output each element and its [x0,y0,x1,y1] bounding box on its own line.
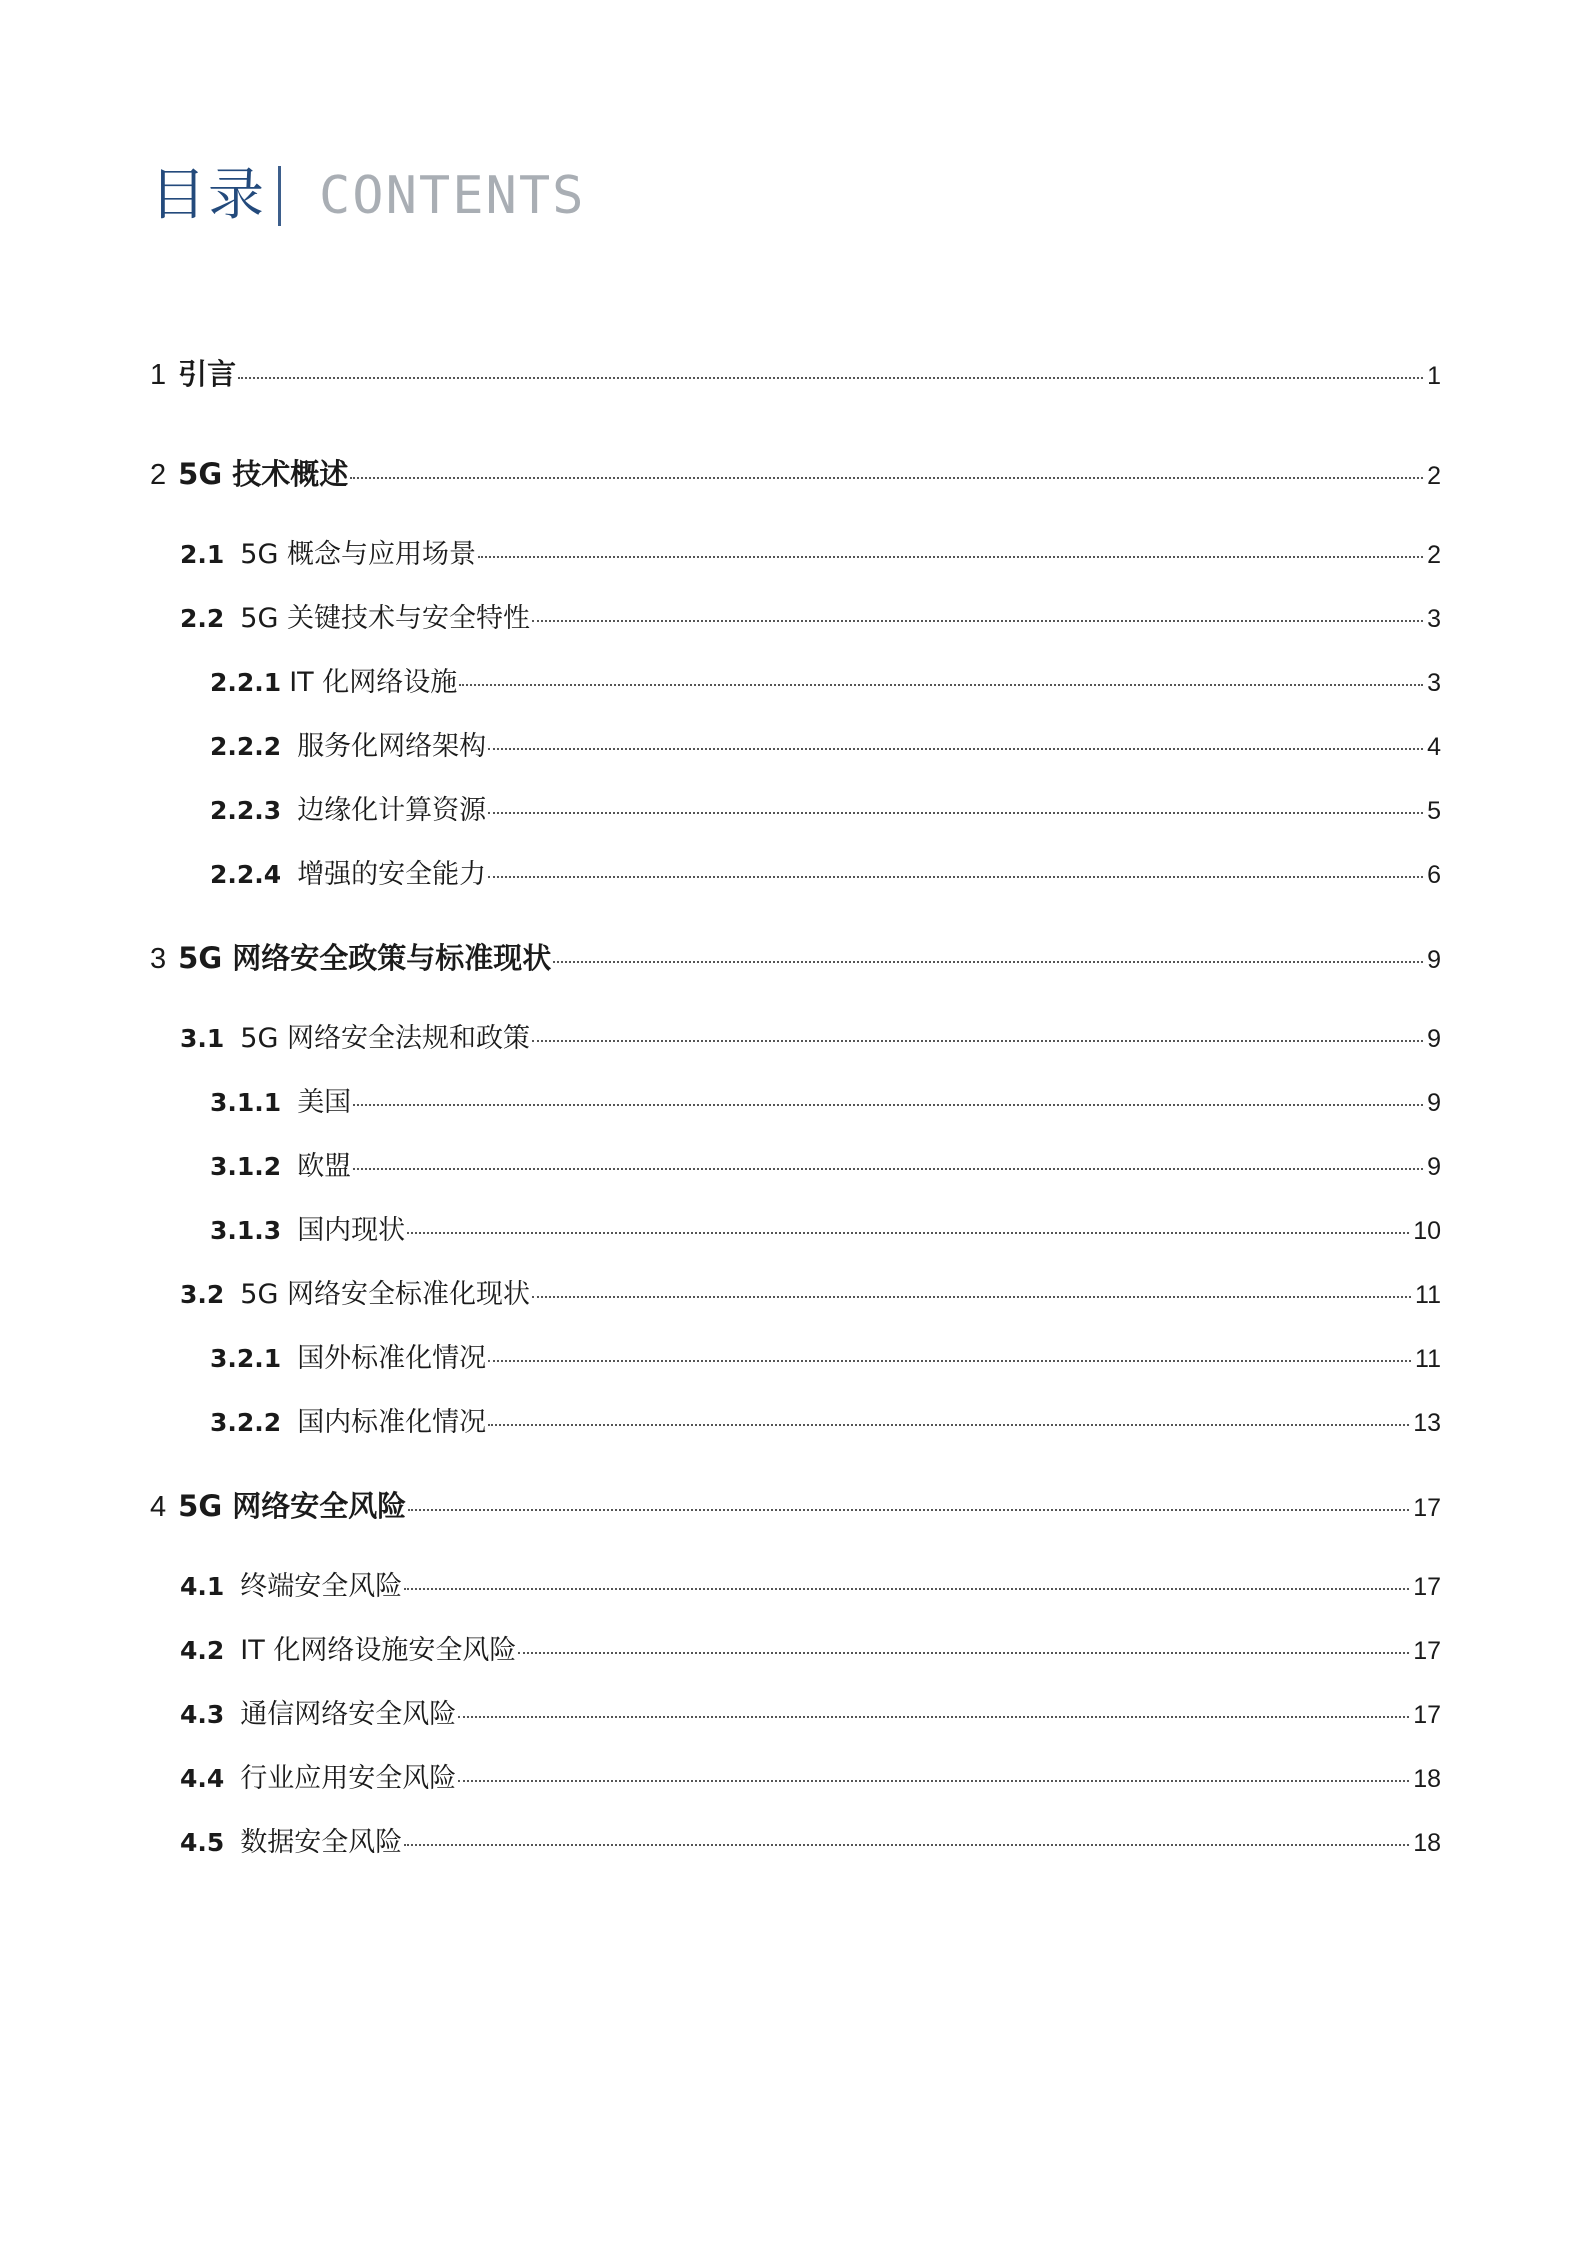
toc-number: 3.1 [180,1024,225,1053]
toc-title: 引言 [178,357,237,391]
toc-title: 增强的安全能力 [297,859,487,890]
toc-number: 4.4 [180,1764,225,1793]
toc-leader [532,1296,1411,1298]
toc-entry-2-1[interactable] [180,539,1441,571]
toc-number: 4.5 [180,1828,225,1857]
toc-title: 5G 网络安全政策与标准现状 [178,941,552,975]
toc-page-number: 17 [1413,1637,1441,1665]
toc-leader [238,377,1423,379]
toc-entry-3-1-2[interactable] [210,1151,1441,1183]
toc-page-number: 10 [1413,1217,1441,1245]
toc-entry-3-2-2[interactable] [210,1407,1441,1439]
toc-leader [532,620,1423,622]
toc-number: 2 [150,459,167,491]
toc-page-number: 9 [1427,946,1441,974]
toc-title: 国内现状 [297,1215,406,1246]
toc-title: 国外标准化情况 [297,1343,487,1374]
toc-entry-4[interactable] [150,1489,1441,1525]
toc-page-number: 17 [1413,1573,1441,1601]
toc-page-number: 18 [1413,1765,1441,1793]
toc-entry-3-1-3[interactable] [210,1215,1441,1247]
toc-title: 5G 关键技术与安全特性 [240,603,530,634]
toc-leader [350,477,1423,479]
toc-page-number: 2 [1427,462,1441,490]
toc-page-number: 18 [1413,1829,1441,1857]
toc-title: 边缘化计算资源 [297,795,487,826]
toc-title: 数据安全风险 [240,1827,403,1858]
toc-title: 国内标准化情况 [297,1407,487,1438]
toc-leader [488,748,1423,750]
toc-number: 3.2.2 [210,1408,282,1437]
toc-leader [459,684,1423,686]
toc-page-number: 17 [1413,1494,1441,1522]
toc-number: 3.1.2 [210,1152,282,1181]
toc-number: 4.1 [180,1572,225,1601]
toc-title: 5G 网络安全标准化现状 [240,1279,530,1310]
toc-page-number: 6 [1427,861,1441,889]
toc-leader [553,961,1423,963]
toc-entry-4-4[interactable] [180,1763,1441,1795]
toc-leader [532,1040,1423,1042]
toc-page-number: 9 [1427,1153,1441,1181]
toc-leader [518,1652,1409,1654]
toc-leader [478,556,1423,558]
toc-page-number: 5 [1427,797,1441,825]
toc-entry-2-2-4[interactable] [210,859,1441,891]
page-subtitle: CONTENTS [319,166,586,226]
toc-entry-1[interactable] [150,357,1441,393]
toc-title: 5G 概念与应用场景 [240,539,476,570]
toc-title: 服务化网络架构 [297,731,487,762]
toc-title: 终端安全风险 [240,1571,403,1602]
toc-page-number: 1 [1427,362,1441,390]
toc-number: 2.2 [180,604,225,633]
toc-number: 3.1.1 [210,1088,282,1117]
toc-number: 2.2.2 [210,732,282,761]
toc-entry-4-5[interactable] [180,1827,1441,1859]
toc-page-number: 2 [1427,541,1441,569]
toc-entry-3-2-1[interactable] [210,1343,1441,1375]
toc-entry-3-2[interactable] [180,1279,1441,1311]
toc-number: 2.2.1 [210,668,282,697]
toc-leader [353,1168,1423,1170]
toc-page-number: 13 [1413,1409,1441,1437]
toc-entry-2-2-2[interactable] [210,731,1441,763]
toc-number: 3.2.1 [210,1344,282,1373]
toc-title: 5G 技术概述 [178,457,349,491]
page-title: 目录 [150,163,266,228]
toc-entry-2-2-3[interactable] [210,795,1441,827]
toc-leader [404,1588,1409,1590]
toc-leader [404,1844,1409,1846]
toc-leader [488,1360,1411,1362]
toc-leader [407,1232,1409,1234]
toc-number: 2.2.3 [210,796,282,825]
toc-page-number: 11 [1415,1281,1441,1309]
toc-number: 4.3 [180,1700,225,1729]
toc-title: IT 化网络设施 [289,667,458,698]
toc-number: 1 [150,359,167,391]
toc-page-number: 3 [1427,669,1441,697]
toc-page-number: 4 [1427,733,1441,761]
toc-entry-2-2[interactable] [180,603,1441,635]
toc-entry-2-2-1[interactable] [210,667,1441,699]
toc-leader [458,1780,1409,1782]
toc-entry-4-2[interactable] [180,1635,1441,1667]
toc-entry-3-1[interactable] [180,1023,1441,1055]
toc-title: 欧盟 [297,1151,352,1182]
toc-number: 3.1.3 [210,1216,282,1245]
toc-leader [488,812,1423,814]
toc-title: 5G 网络安全风险 [178,1489,407,1523]
toc-page-number: 9 [1427,1025,1441,1053]
toc-title: IT 化网络设施安全风险 [240,1635,517,1666]
toc-page-number: 11 [1415,1345,1441,1373]
toc-entry-3[interactable] [150,941,1441,977]
toc-title: 5G 网络安全法规和政策 [240,1023,530,1054]
toc-number: 4.2 [180,1636,225,1665]
toc-leader [458,1716,1409,1718]
toc-entry-2[interactable] [150,457,1441,493]
toc-title: 通信网络安全风险 [240,1699,457,1730]
toc-number: 2.1 [180,540,225,569]
toc-page-number: 9 [1427,1089,1441,1117]
toc-number: 4 [150,1491,167,1523]
toc-number: 3.2 [180,1280,225,1309]
toc-leader [408,1509,1409,1511]
toc-page-number: 3 [1427,605,1441,633]
toc-leader [353,1104,1423,1106]
toc-title: 行业应用安全风险 [240,1763,457,1794]
toc-page-number: 17 [1413,1701,1441,1729]
toc-number: 2.2.4 [210,860,282,889]
toc-title: 美国 [297,1087,352,1118]
toc-entry-4-1[interactable] [180,1571,1441,1603]
toc-entry-4-3[interactable] [180,1699,1441,1731]
toc-leader [488,876,1423,878]
toc-number: 3 [150,943,167,975]
toc-entry-3-1-1[interactable] [210,1087,1441,1119]
toc-leader [488,1424,1409,1426]
